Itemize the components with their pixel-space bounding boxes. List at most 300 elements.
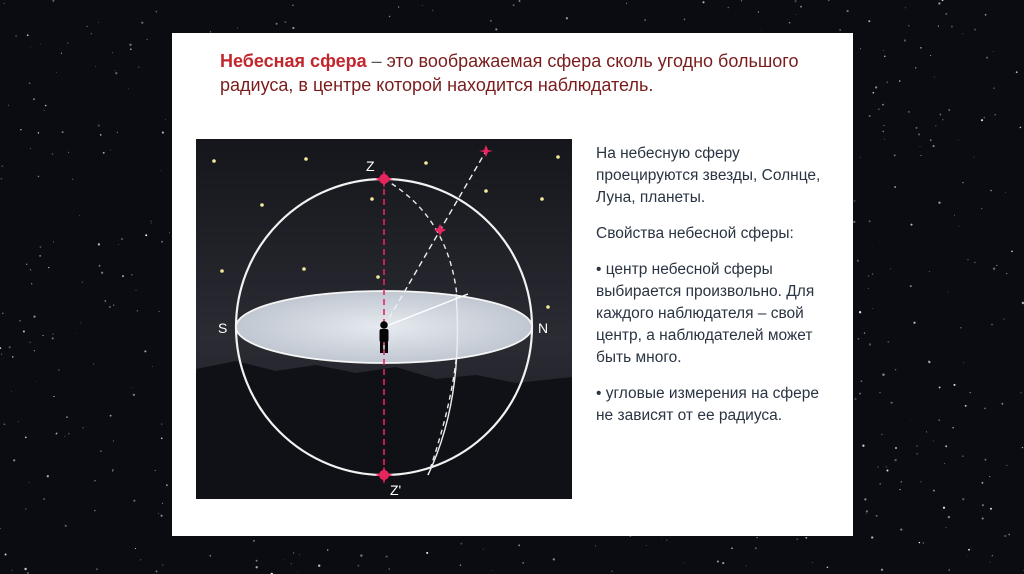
background-star [974,262,976,264]
background-star [866,513,867,514]
background-star [746,565,747,566]
background-star [796,14,797,15]
background-star [839,29,840,30]
background-star [33,98,35,100]
background-star [99,265,101,267]
background-star [2,166,3,167]
background-star [133,394,135,396]
background-star [938,26,939,27]
nadir-label: Z' [390,482,402,498]
background-star [100,450,102,452]
background-star [113,305,114,306]
background-star [5,553,7,555]
background-star [67,42,68,43]
background-star [43,498,44,499]
background-star [121,238,123,240]
background-star [894,459,896,461]
background-star [150,221,151,222]
background-star [981,208,982,209]
background-star [859,311,861,313]
background-star [935,125,936,126]
background-star [432,10,433,11]
background-star [1003,318,1004,319]
background-star [960,327,962,329]
background-star [872,92,874,94]
background-star [9,346,11,348]
background-star [812,562,813,563]
background-star [899,80,901,82]
background-star [1006,273,1007,274]
background-star [985,459,987,461]
background-star [1011,251,1012,252]
background-star [39,255,41,257]
background-star [56,433,58,435]
background-star [56,72,57,73]
background-star [923,542,924,543]
background-star [103,152,105,154]
background-star [963,362,964,363]
background-star [859,393,861,395]
background-star [800,6,802,8]
background-star [495,28,497,30]
background-star [962,33,963,34]
background-star [136,290,137,291]
background-star [53,396,54,397]
projection-text: На небесную сферу проецируются звезды, Солнце, Луна, планеты. [596,145,821,206]
background-star [880,241,881,242]
background-star [757,537,758,538]
background-star [161,424,162,425]
background-star [919,542,920,543]
background-star [43,335,44,336]
background-star [1020,127,1022,129]
background-star [25,508,27,510]
background-star [169,232,170,233]
background-star [910,224,912,226]
background-star [38,176,40,178]
background-star [141,22,143,24]
background-star [990,508,992,510]
background-star [854,200,856,202]
background-star [518,544,520,546]
background-star [884,56,886,58]
background-star [117,132,118,133]
background-star [886,469,888,471]
background-star [866,510,868,512]
background-star [18,421,19,422]
background-star [256,566,258,568]
background-star [53,334,54,335]
background-star [237,28,238,29]
background-star [761,30,762,31]
background-star [34,350,35,351]
background-star [887,341,889,343]
background-star [0,528,1,529]
background-star [1,354,2,355]
background-star [162,503,163,504]
background-star [161,170,162,171]
background-star [0,347,1,349]
background-star [857,260,859,262]
background-star [967,556,968,557]
background-star [110,150,111,151]
background-star [80,322,81,323]
background-star [122,275,124,277]
background-star [993,51,994,52]
background-star [386,556,388,558]
background-star [110,415,112,417]
background-star [928,361,930,363]
background-star [958,139,959,140]
background-star [942,119,943,120]
background-star [98,124,100,126]
background-star [38,78,39,79]
dash: – [366,51,387,71]
background-star [151,223,152,224]
background-star [1004,535,1006,537]
background-star [879,392,880,393]
background-star [96,568,98,570]
background-star [990,190,991,191]
background-star [981,119,983,121]
background-star [115,72,117,74]
background-star [864,332,865,333]
background-star [894,154,896,156]
background-star [30,148,31,149]
background-star [666,540,667,541]
background-star [789,22,791,24]
background-star [954,215,955,216]
background-star [13,459,15,461]
background-star [970,392,971,393]
background-star [293,552,294,553]
background-star [66,416,68,418]
background-star [900,528,902,530]
background-star [948,516,950,518]
background-star [882,104,884,106]
background-star [755,547,757,549]
background-star [4,3,5,4]
background-star [460,543,462,545]
background-star [905,8,906,9]
background-star [566,17,568,19]
background-star [30,269,32,271]
background-star [159,311,160,312]
background-star [943,507,945,509]
background-star [1001,403,1003,405]
background-star [884,125,885,126]
background-star [94,510,95,511]
background-star [990,562,991,563]
background-star [895,369,896,370]
background-star [827,566,829,568]
background-star [165,119,166,120]
background-star [967,259,968,260]
background-star [731,547,733,549]
background-star [992,555,993,556]
background-star [989,476,990,477]
background-star [646,545,647,546]
background-star [128,89,129,90]
property-bullet-2: • угловые измерения на сфере не зависят от ее радиуса. [596,385,819,424]
background-star [4,423,6,425]
background-star [974,29,976,31]
background-star [933,145,935,147]
background-star [794,0,796,2]
background-star [24,568,26,570]
background-star [878,108,880,110]
background-star [1006,465,1007,466]
background-star [913,322,915,324]
celestial-sphere-diagram [196,139,572,499]
background-star [1020,392,1021,393]
background-star [854,398,856,400]
background-star [910,285,912,287]
background-star [104,300,106,302]
background-star [853,221,855,223]
background-star [904,39,906,41]
background-star [0,178,2,180]
background-star [882,374,884,376]
background-star [993,87,995,89]
background-star [29,482,30,483]
background-star [72,179,73,180]
background-star [161,438,163,440]
background-star [100,134,102,136]
background-star [916,445,917,446]
background-star [20,129,21,130]
background-star [95,66,96,67]
background-star [62,131,64,133]
background-star [974,157,975,158]
background-star [881,569,883,571]
background-star [886,466,887,467]
background-star [939,386,941,388]
background-star [98,22,99,23]
background-star [327,549,329,551]
background-star [862,445,864,447]
background-star [881,434,882,435]
background-star [899,489,900,490]
background-star [828,0,830,1]
background-star [131,274,133,276]
background-star [864,498,866,500]
background-star [985,14,987,16]
background-star [938,202,940,204]
background-star [986,57,988,59]
background-star [253,540,255,542]
background-star [871,536,873,538]
background-star [2,313,4,315]
background-star [926,431,927,432]
background-star [29,82,31,84]
background-star [112,469,114,471]
background-star [15,35,16,36]
background-star [879,483,881,485]
background-star [947,292,948,293]
background-star [86,26,87,27]
background-star [938,2,940,4]
intro-definition [220,49,820,97]
background-star [962,455,964,457]
background-star [209,555,211,557]
background-star [611,570,612,571]
background-star [162,132,164,134]
background-star [389,16,391,18]
background-star [945,445,947,447]
background-star [786,547,787,548]
background-star [98,243,100,245]
background-star [930,139,932,141]
side-text-block [596,143,836,441]
background-star [79,215,80,216]
background-star [968,549,970,551]
background-star [19,320,21,322]
background-star [991,324,993,326]
background-star [981,482,983,484]
background-star [422,5,423,6]
background-star [797,539,798,540]
background-star [291,563,292,564]
background-star [644,19,645,20]
zenith-label: Z [366,158,375,174]
background-star [129,44,131,46]
background-star [113,440,114,441]
background-star [47,475,49,477]
background-star [358,565,360,567]
background-star [31,283,32,284]
background-star [860,157,861,158]
background-star [133,500,135,502]
background-star [11,570,12,571]
background-star [145,234,147,236]
background-star [933,490,935,492]
background-star [256,560,258,562]
background-star [920,47,921,48]
property-bullet-1: • центр небесной сферы выбирается произвольно. Для каждого наблюдателя – свой центр, а наблюдателей может быть много. [596,261,815,366]
background-star [684,19,686,21]
background-star [318,565,320,567]
background-star [30,47,31,48]
background-star [860,48,861,49]
background-star [722,562,724,564]
background-star [137,310,139,312]
background-star [868,288,869,289]
background-star [11,391,12,392]
background-star [23,330,25,332]
background-star [82,427,84,429]
background-star [916,127,918,129]
background-star [64,436,65,437]
background-star [894,186,896,188]
background-star [144,350,146,352]
background-star [933,441,934,442]
background-star [283,560,284,561]
background-star [68,433,70,435]
background-star [868,20,870,22]
background-star [53,241,54,242]
background-star [33,315,35,317]
background-star [8,105,9,106]
background-star [861,380,863,382]
background-star [890,269,891,270]
background-star [869,220,871,222]
background-star [65,525,67,527]
background-star [962,182,964,184]
background-star [1022,447,1023,448]
background-star [944,463,945,464]
background-star [45,105,47,107]
background-star [946,527,947,528]
background-star [140,559,141,560]
background-star [984,408,986,410]
background-star [58,370,59,371]
background-star [1005,192,1006,193]
background-star [787,19,788,20]
background-star [858,338,860,340]
background-star [684,562,685,563]
background-star [895,447,897,449]
background-star [388,568,390,570]
properties-title: Свойства небесной сферы: [596,225,794,242]
background-star [94,480,95,481]
background-star [962,498,964,500]
background-star [911,419,912,420]
background-star [884,139,885,140]
background-star [276,23,278,25]
background-star [951,26,953,28]
background-star [886,81,888,83]
background-star [155,470,156,471]
background-star [61,53,62,54]
background-star [918,133,920,135]
background-star [30,342,31,343]
background-star [920,481,921,482]
background-star [948,109,950,111]
background-star [995,114,996,115]
background-star [93,363,94,364]
background-star [135,548,136,549]
background-star [948,569,950,571]
background-star [891,402,893,404]
background-star [993,268,995,270]
background-star [460,564,461,565]
background-star [101,272,103,274]
background-star [929,271,930,272]
background-star [878,466,879,467]
background-star [875,86,877,88]
background-star [68,152,69,153]
background-star [38,132,40,134]
background-star [292,27,294,29]
background-star [934,76,935,77]
south-label: S [218,320,228,336]
background-star [717,560,719,562]
background-star [52,0,54,2]
background-star [869,115,871,117]
background-star [982,518,984,520]
background-star [872,308,873,309]
background-star [908,25,910,27]
background-star [492,570,493,571]
background-star [513,4,515,6]
background-star [299,554,300,555]
background-star [490,20,492,22]
background-star [959,226,960,227]
background-star [40,44,41,45]
slide-card [172,33,853,536]
background-star [553,558,555,560]
